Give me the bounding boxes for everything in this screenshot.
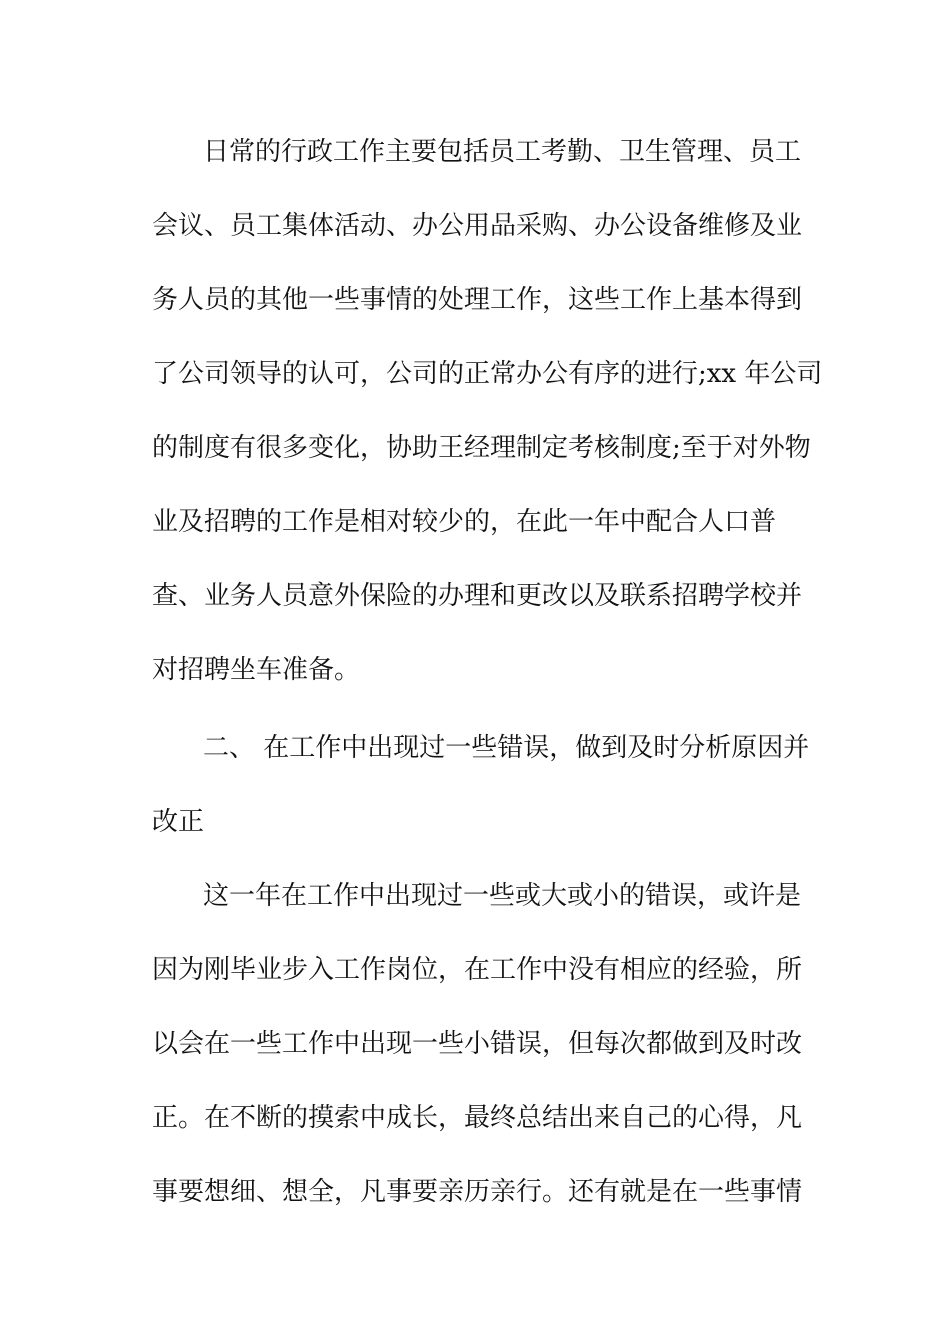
paragraph-line: 会议、员工集体活动、办公用品采购、办公设备维修及业 [152, 211, 803, 241]
paragraph-line: 的制度有很多变化，协助王经理制定考核制度;至于对外物 [152, 433, 811, 463]
section-heading-continuation: 改正 [152, 807, 205, 837]
paragraph-line: 对招聘坐车准备。 [152, 655, 361, 685]
paragraph-line: 查、业务人员意外保险的办理和更改以及联系招聘学校并 [152, 581, 803, 611]
paragraph-line: 因为刚毕业步入工作岗位，在工作中没有相应的经验，所 [152, 955, 803, 985]
paragraph-line: 以会在一些工作中出现一些小错误，但每次都做到及时改 [152, 1029, 803, 1059]
paragraph-line: 业及招聘的工作是相对较少的，在此一年中配合人口普 [152, 507, 777, 537]
paragraph-line: 日常的行政工作主要包括员工考勤、卫生管理、员工 [203, 137, 802, 167]
paragraph-line: 了公司领导的认可，公司的正常办公有序的进行;xx 年公司 [152, 359, 823, 389]
paragraph-line: 这一年在工作中出现过一些或大或小的错误，或许是 [203, 881, 802, 911]
paragraph-line: 正。在不断的摸索中成长，最终总结出来自己的心得，凡 [152, 1103, 803, 1133]
paragraph-line: 事要想细、想全，凡事要亲历亲行。还有就是在一些事情 [152, 1177, 803, 1207]
paragraph-line: 务人员的其他一些事情的处理工作，这些工作上基本得到 [152, 285, 803, 315]
section-heading: 二、 在工作中出现过一些错误，做到及时分析原因并 [203, 733, 810, 763]
